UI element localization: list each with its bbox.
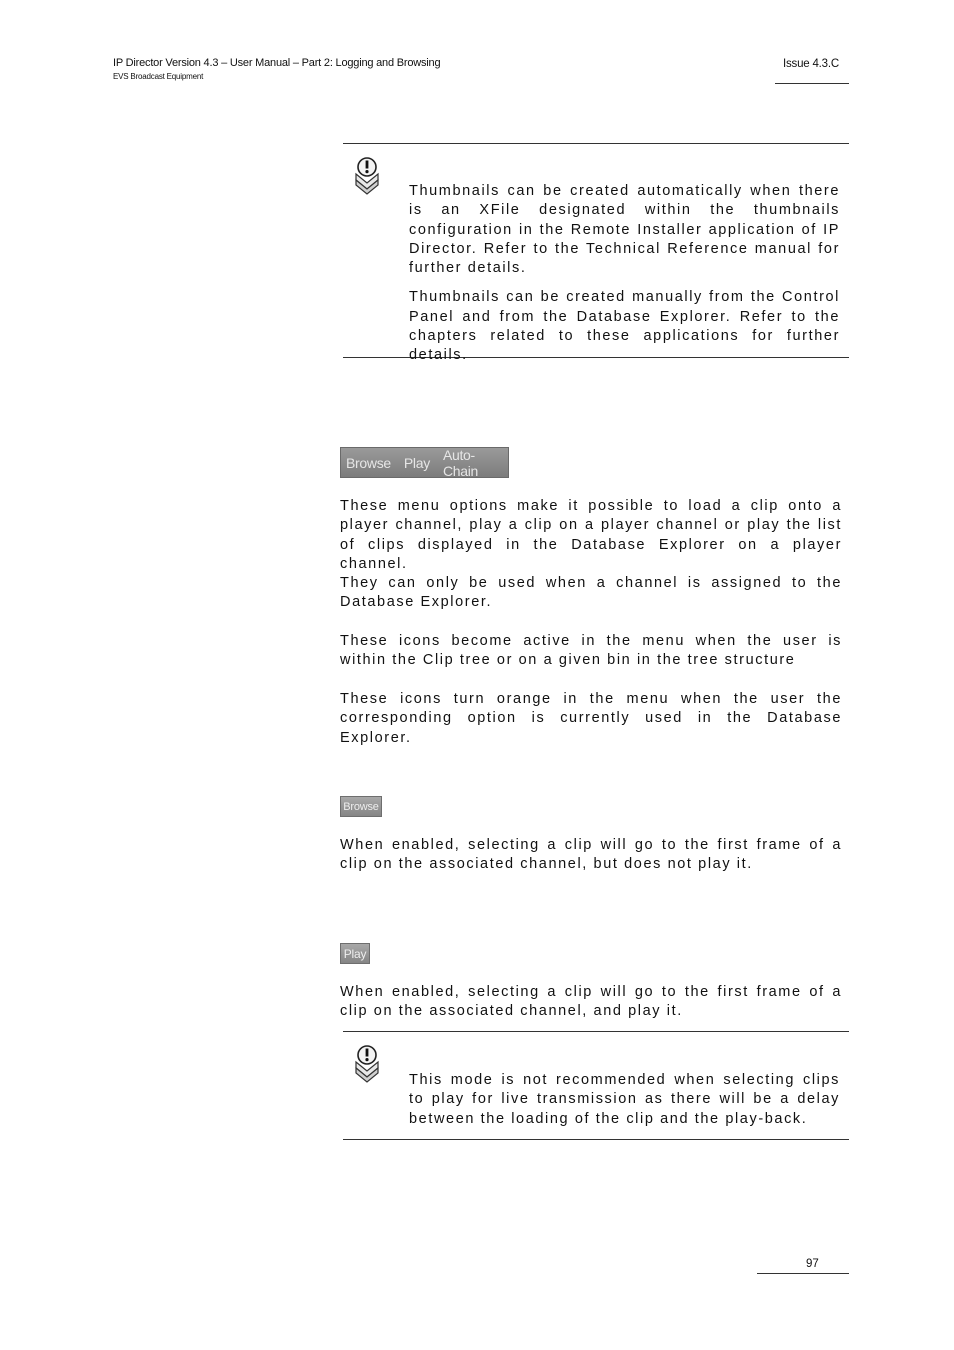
player-menu-bar[interactable] <box>340 447 509 478</box>
page-number: 97 <box>806 1258 819 1270</box>
note-paragraph: Thumbnails can be created manually from the Control Panel and from the Database Explorer. Refer to the chapters related to these applications for further details. <box>409 289 840 364</box>
note-box <box>343 143 849 364</box>
issue-label: Issue 4.3.C <box>783 58 839 70</box>
note-icon <box>352 156 382 196</box>
play-button[interactable]: Play <box>340 943 370 964</box>
autochain-menu-item[interactable]: Auto-Chain <box>442 446 479 479</box>
footer-rule <box>757 1273 849 1274</box>
play-menu-item[interactable]: Play <box>403 454 430 471</box>
body-paragraph: These icons turn orange in the menu when the user the corresponding option is currently used in the Database Explorer. <box>340 691 842 746</box>
body-paragraph: These menu options make it possible to load a clip onto a player channel, play a clip on a player channel or play the list of clips displayed in the Database Explorer on a player channel. <box>340 498 842 572</box>
company-name: EVS Broadcast Equipment <box>113 72 204 81</box>
note-paragraph: Thumbnails can be created automatically when there is an XFile designated within the thumbnails configuration in the Remote Installer application of IP Director. Refer to the Technical Reference manual for further details. <box>409 183 840 277</box>
note-icon <box>352 1044 382 1084</box>
body-paragraph: They can only be used when a channel is assigned to the Database Explorer. <box>340 575 842 611</box>
browse-description: When enabled, selecting a clip will go to the first frame of a clip on the associated channel, but does not play it. <box>340 837 842 873</box>
note-box <box>343 1031 849 1140</box>
body-paragraph: These icons become active in the menu when the user is within the Clip tree or on a given bin in the tree structure <box>340 633 842 669</box>
header-rule <box>775 83 849 84</box>
document-title: IP Director Version 4.3 – User Manual – Part 2: Logging and Browsing <box>113 57 441 69</box>
browse-button[interactable]: Browse <box>340 796 382 817</box>
browse-menu-item[interactable]: Browse <box>346 454 391 471</box>
note-paragraph: This mode is not recommended when selecting clips to play for live transmission as there will be a delay between the loading of the clip and the play-back. <box>409 1072 840 1127</box>
play-description: When enabled, selecting a clip will go to the first frame of a clip on the associated channel, and play it. <box>340 984 842 1020</box>
